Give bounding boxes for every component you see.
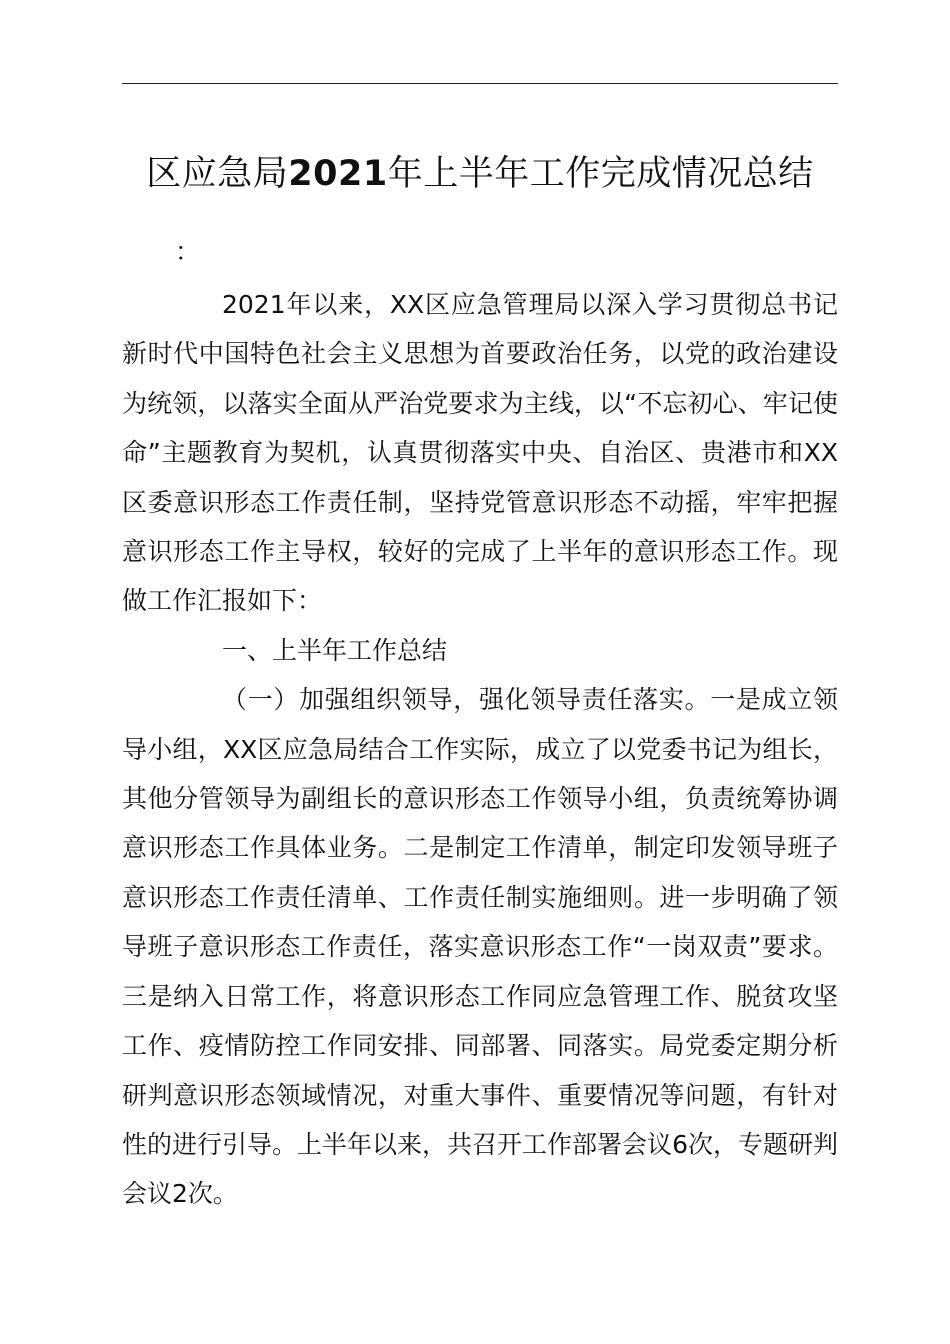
intro-paragraph: 2021年以来，XX区应急管理局以深入学习贯彻总书记新时代中国特色社会主义思想为首要政治任务，以党的政治建设为统领，以落实全面从严治党要求为主线，以“不忘初心、牢记使命”主题教育为契机，认真贯彻落实中央、自治区、贵港市和XX区委意识形态工作责任制，坚持党管意识形态不动摇，牢牢把握意识形态工作主导权，较好的完成了上半年的意识形态工作。现做工作汇报如下： [122,290,838,616]
title-year: 2021 [288,154,388,194]
title-suffix: 年上半年工作完成情况总结 [387,154,814,194]
document-title [110,148,850,200]
document-body [122,280,838,1219]
header-rule [122,83,838,84]
section-heading: 一、上半年工作总结 [222,635,448,665]
salutation: ： [175,237,201,266]
title-prefix: 区应急局 [146,154,289,194]
section-paragraph: （一）加强组织领导，强化领导责任落实。一是成立领导小组，XX区应急局结合工作实际，成立了以党委书记为组长，其他分管领导为副组长的意识形态工作领导小组，负责统筹协调意识形态工作具体业务。二是制定工作清单，制定印发领导班子意识形态工作责任清单、工作责任制实施细则。进一步明确了领导班子意识形态工作责任，落实意识形态工作“一岗双责”要求。三是纳入日常工作，将意识形态工作同应急管理工作、脱贫攻坚工作、疫情防控工作同安排、同部署、同落实。局党委定期分析研判意识形态领域情况，对重大事件、重要情况等问题，有针对性的进行引导。上半年以来，共召开工作部署会议6次，专题研判会议2次。 [122,685,838,1209]
